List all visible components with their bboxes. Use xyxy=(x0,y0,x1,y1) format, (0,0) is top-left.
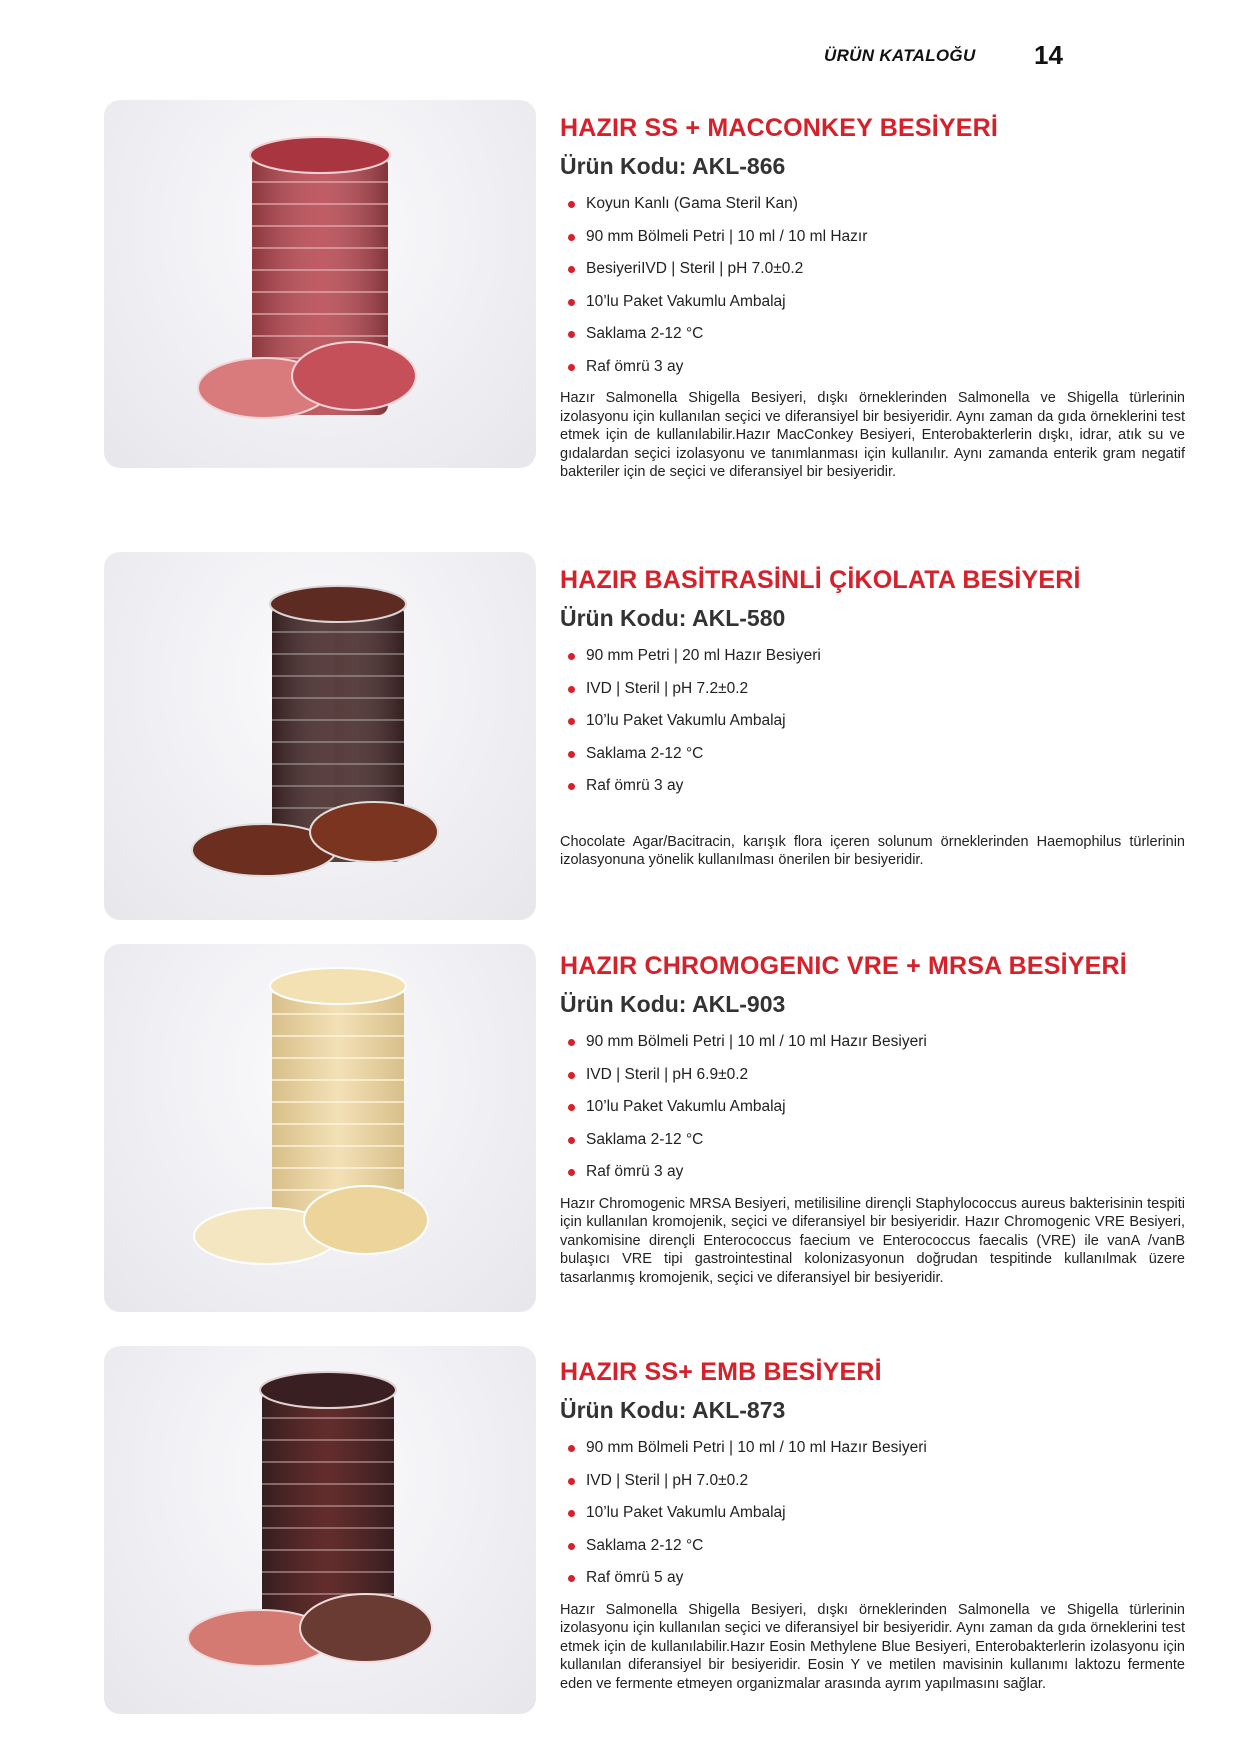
catalog-label: ÜRÜN KATALOĞU xyxy=(824,46,976,65)
bullet-icon xyxy=(568,783,575,790)
feature-list xyxy=(568,1026,1185,1189)
petri-dish-image xyxy=(104,944,536,1312)
bullet-icon xyxy=(568,364,575,371)
bullet-icon xyxy=(568,1510,575,1517)
feature-item: 10’lu Paket Vakumlu Ambalaj xyxy=(568,286,1185,319)
bullet-icon xyxy=(568,1104,575,1111)
bullet-icon xyxy=(568,1169,575,1176)
bullet-icon xyxy=(568,653,575,660)
bullet-icon xyxy=(568,1039,575,1046)
product-description: Chocolate Agar/Bacitracin, karışık flora içeren solunum örneklerinden Haemophilus türlerinin izolasyonuna yönelik kullanılması önerilen bir besiyeridir. xyxy=(560,833,1185,868)
feature-item: 90 mm Petri | 20 ml Hazır Besiyeri xyxy=(568,640,1185,673)
feature-item: Saklama 2-12 °C xyxy=(568,318,1185,351)
bullet-icon xyxy=(568,1543,575,1550)
bullet-icon xyxy=(568,1445,575,1452)
product-description: Hazır Chromogenic MRSA Besiyeri, metilisiline dirençli Staphylococcus aureus bakterisinin tespiti için kullanılan kromojenik, seçici ve diferansiyel bir besiyeridir. Hazır Chromogenic VRE Besiyeri, vankomisine dirençli Enterococcus faecium ve Enterococcus faecalis (VRE) ile vanA /vanB bulaşıcı VRE tipi gastrointestinal kolonizasyonun doğrudan tespitinde kullanılmak üzere tasarlanmış kromojenik, seçici ve diferansiyel bir besiyeridir. xyxy=(560,1195,1185,1286)
product-code: Ürün Kodu: AKL-873 xyxy=(560,1397,786,1423)
feature-item: Raf ömrü 3 ay xyxy=(568,1156,1185,1189)
feature-item: 90 mm Bölmeli Petri | 10 ml / 10 ml Hazır Besiyeri xyxy=(568,1026,1185,1059)
bullet-icon xyxy=(568,331,575,338)
feature-list xyxy=(568,640,1185,803)
product-info xyxy=(560,1358,1185,1693)
feature-item: Saklama 2-12 °C xyxy=(568,1530,1185,1563)
feature-item: BesiyeriIVD | Steril | pH 7.0±0.2 xyxy=(568,253,1185,286)
petri-dish-image xyxy=(104,552,536,920)
feature-item: IVD | Steril | pH 7.0±0.2 xyxy=(568,1465,1185,1498)
feature-item: 10’lu Paket Vakumlu Ambalaj xyxy=(568,705,1185,738)
feature-item: 10’lu Paket Vakumlu Ambalaj xyxy=(568,1091,1185,1124)
feature-item: Saklama 2-12 °C xyxy=(568,1124,1185,1157)
petri-dish-image xyxy=(104,1346,536,1714)
product-title: HAZIR CHROMOGENIC VRE + MRSA BESİYERİ xyxy=(560,952,1127,980)
product-info xyxy=(560,952,1185,1287)
bullet-icon xyxy=(568,686,575,693)
bullet-icon xyxy=(568,266,575,273)
page-number: 14 xyxy=(1034,40,1063,70)
product-title: HAZIR SS + MACCONKEY BESİYERİ xyxy=(560,114,999,142)
feature-list xyxy=(568,188,1185,383)
product-description: Hazır Salmonella Shigella Besiyeri, dışkı örneklerinden Salmonella ve Shigella türlerinin izolasyonu için kullanılan seçici ve diferansiyel bir besiyeridir. Aynı zaman da gıda örneklerini test etmek için de kullanılabilir.Hazır Eosin Methylene Blue Besiyeri, Enterobakterlerin izolasyonu için kullanılan diferansiyel bir besiyeridir. Eosin Y ve metilen mavisinin kullanımı laktozu fermente eden ve fermente etmeyen organizmalar arasında ayrım yapılmasını sağlar. xyxy=(560,1601,1185,1692)
feature-item: IVD | Steril | pH 6.9±0.2 xyxy=(568,1059,1185,1092)
bullet-icon xyxy=(568,751,575,758)
bullet-icon xyxy=(568,1575,575,1582)
bullet-icon xyxy=(568,718,575,725)
bullet-icon xyxy=(568,1478,575,1485)
product-info xyxy=(560,114,1185,482)
product-title: HAZIR BASİTRASİNLİ ÇİKOLATA BESİYERİ xyxy=(560,566,1081,594)
petri-dish-image xyxy=(104,100,536,468)
feature-item: Raf ömrü 5 ay xyxy=(568,1562,1185,1595)
feature-item: Raf ömrü 3 ay xyxy=(568,770,1185,803)
bullet-icon xyxy=(568,299,575,306)
feature-item: Saklama 2-12 °C xyxy=(568,738,1185,771)
bullet-icon xyxy=(568,1072,575,1079)
feature-item: 90 mm Bölmeli Petri | 10 ml / 10 ml Hazır Besiyeri xyxy=(568,1432,1185,1465)
product-code: Ürün Kodu: AKL-580 xyxy=(560,605,786,631)
feature-item: Raf ömrü 3 ay xyxy=(568,351,1185,384)
bullet-icon xyxy=(568,1137,575,1144)
page-header xyxy=(0,40,1241,70)
product-code: Ürün Kodu: AKL-866 xyxy=(560,153,786,179)
bullet-icon xyxy=(568,201,575,208)
feature-item: 10’lu Paket Vakumlu Ambalaj xyxy=(568,1497,1185,1530)
feature-list xyxy=(568,1432,1185,1595)
feature-item: 90 mm Bölmeli Petri | 10 ml / 10 ml Hazır xyxy=(568,221,1185,254)
product-info xyxy=(560,566,1185,870)
feature-item: IVD | Steril | pH 7.2±0.2 xyxy=(568,673,1185,706)
product-code: Ürün Kodu: AKL-903 xyxy=(560,991,786,1017)
bullet-icon xyxy=(568,234,575,241)
feature-item: Koyun Kanlı (Gama Steril Kan) xyxy=(568,188,1185,221)
product-title: HAZIR SS+ EMB BESİYERİ xyxy=(560,1358,882,1386)
product-description: Hazır Salmonella Shigella Besiyeri, dışkı örneklerinden Salmonella ve Shigella türlerinin izolasyonu için kullanılan seçici ve diferansiyel bir besiyeridir. Aynı zaman da gıda örneklerini test etmek için de kullanılabilir.Hazır MacConkey Besiyeri, Enterobakterlerin dışkı, idrar, atık su ve gıdalardan seçici izolasyonu ve tanımlanması için kullanılır. Aynı zamanda enterik gram negatif bakteriler için de seçici ve diferansiyel bir besiyeridir. xyxy=(560,390,1185,480)
